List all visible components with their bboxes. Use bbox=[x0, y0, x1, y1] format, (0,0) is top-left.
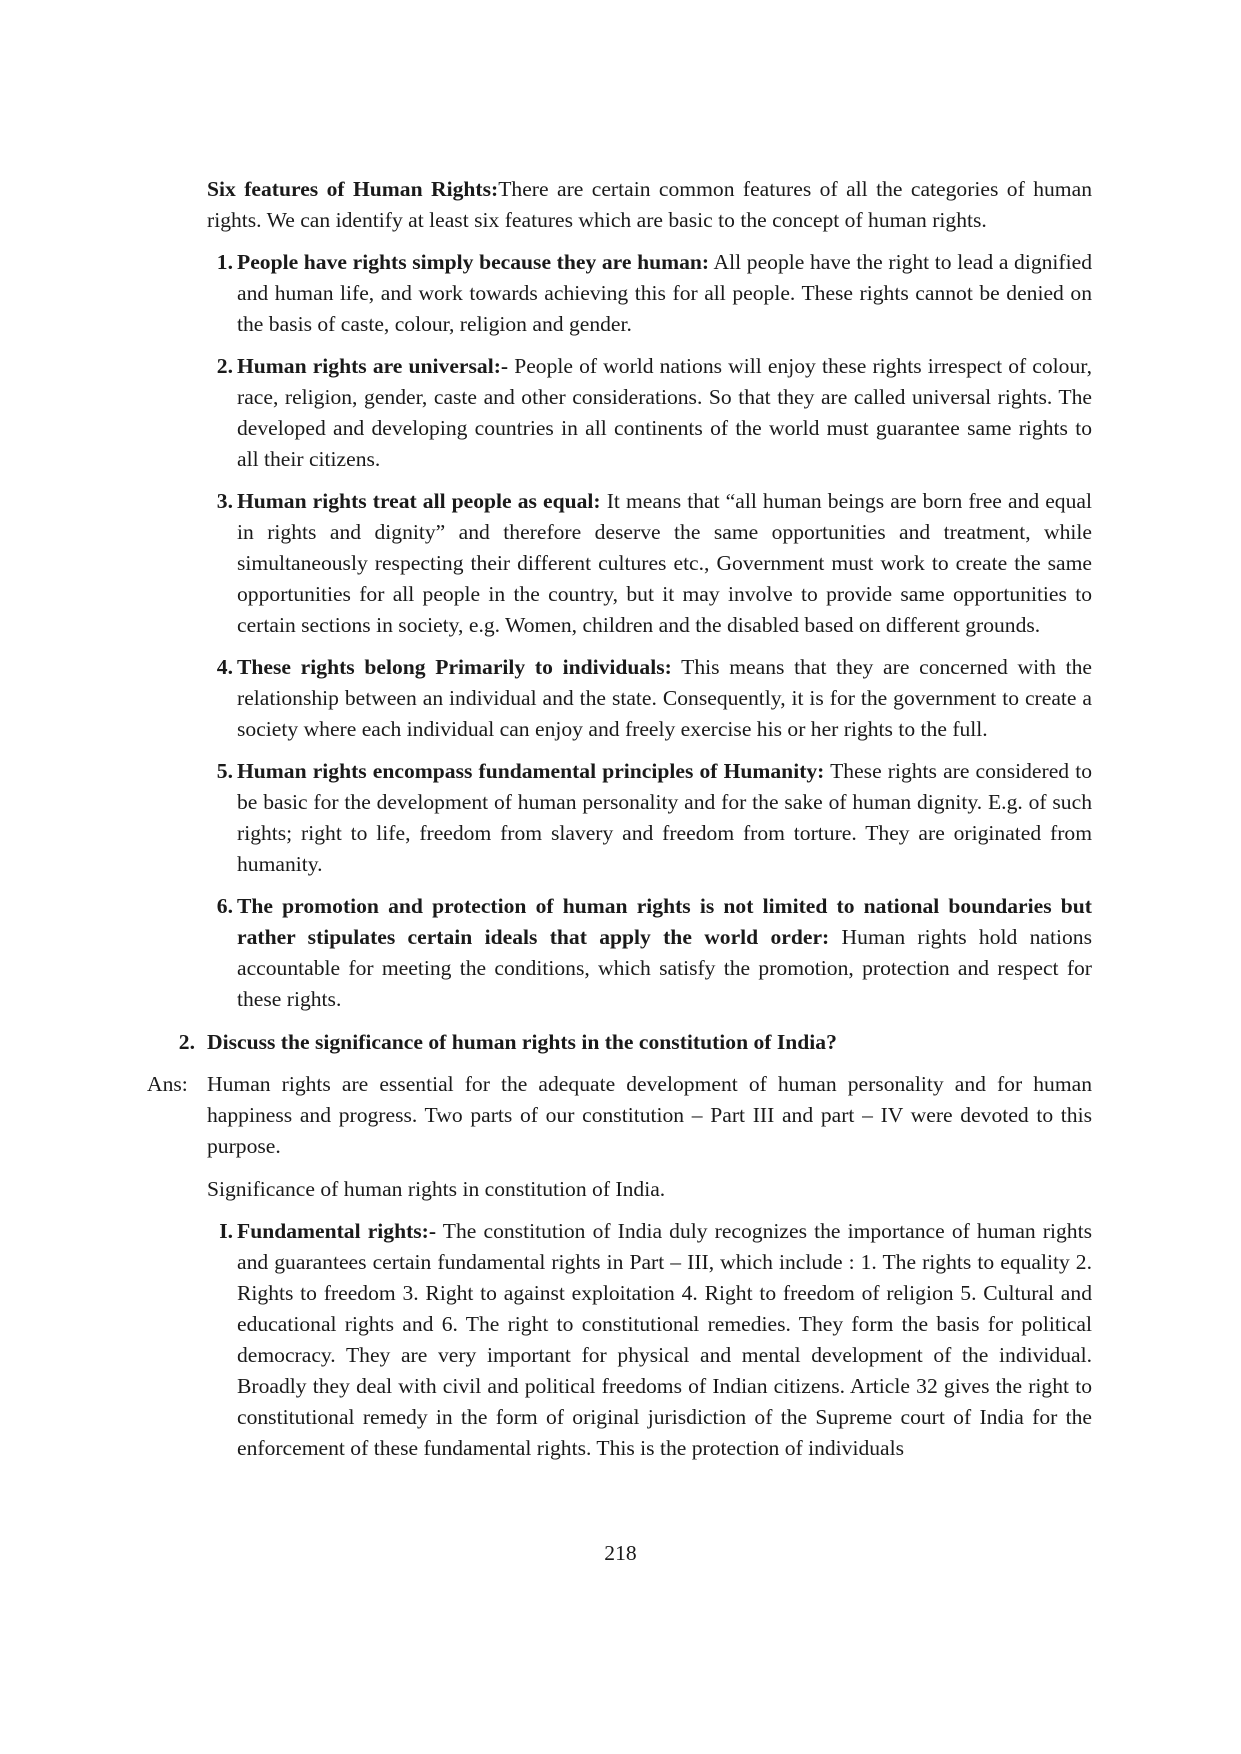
feature-title: Human rights are universal:- bbox=[237, 354, 509, 378]
feature-body bbox=[237, 756, 1092, 880]
feature-number: 2. bbox=[216, 354, 233, 378]
answer-block bbox=[147, 1069, 1092, 1162]
feature-title: The promotion and protection of human rights is not limited to national boundaries but rather stipulates certain ideals that apply the world order: bbox=[237, 894, 1092, 949]
feature-item-2 bbox=[207, 351, 1092, 475]
feature-title: Human rights encompass fundamental principles of Humanity: bbox=[237, 759, 825, 783]
feature-item-3 bbox=[207, 486, 1092, 641]
feature-body bbox=[237, 891, 1092, 1015]
question-number: 2. bbox=[178, 1030, 195, 1054]
intro-paragraph bbox=[207, 174, 1092, 236]
intro-text: There are certain common features of all the categories of human rights. We can identify at least six features which are basic to the concept of human rights. bbox=[207, 177, 1092, 232]
intro-heading: Six features of Human Rights: bbox=[207, 177, 499, 201]
feature-title: People have rights simply because they are human: bbox=[237, 250, 710, 274]
question-text: Discuss the significance of human rights in the constitution of India? bbox=[207, 1030, 837, 1054]
feature-number: 5. bbox=[216, 759, 233, 783]
feature-text: People of world nations will enjoy these rights irrespect of colour, race, religion, gender, caste and other considerations. So that they are called universal rights. The developed and developing countries in all continents of the world must guarantee same rights to all their citizens. bbox=[237, 354, 1093, 471]
point-text: The constitution of India duly recognizes the importance of human rights and guarantees certain fundamental rights in Part – III, which include : 1. The rights to equality 2. Rights to freedom 3. Right to against exploitation 4. Right to freedom of religion 5. Cultural and educational rights and 6. The right to constitutional remedies. They form the basis for political democracy. They are very important for physical and mental development of the individual. Broadly they deal with civil and political freedoms of Indian citizens. Article 32 gives the right to constitutional remedy in the form of original jurisdiction of the Supreme court of India for the enforcement of these fundamental rights. This is the protection of individuals bbox=[237, 1219, 1092, 1460]
page-content bbox=[147, 174, 1093, 1464]
point-title: Fundamental rights:- bbox=[237, 1219, 437, 1243]
answer-label: Ans: bbox=[147, 1072, 188, 1096]
feature-item-1 bbox=[207, 247, 1092, 340]
point-number: I. bbox=[219, 1219, 233, 1243]
feature-body bbox=[237, 652, 1092, 745]
answer-text: Human rights are essential for the adequate development of human personality and for human happiness and progress. Two parts of our constitution – Part III and part – IV were devoted to this purpose. bbox=[207, 1072, 1092, 1158]
feature-text: It means that “all human beings are born free and equal in rights and dignity” and therefore deserve the same opportunities and treatment, while simultaneously respecting their different cultures etc., Government must work to create the same opportunities for all people in the country, but it may involve to provide same opportunities to certain sections in society, e.g. Women, children and the disabled based on different grounds. bbox=[237, 489, 1092, 637]
feature-number: 4. bbox=[216, 655, 233, 679]
feature-body bbox=[237, 486, 1092, 641]
question-heading bbox=[169, 1027, 1092, 1058]
feature-text: This means that they are concerned with the relationship between an individual and the state. Consequently, it is for the government to create a society where each individual can enjoy and freely exercise his or her rights to the full. bbox=[237, 655, 1092, 741]
feature-body bbox=[237, 351, 1092, 475]
feature-body bbox=[237, 247, 1092, 340]
feature-number: 1. bbox=[216, 250, 233, 274]
feature-text: These rights are considered to be basic for the development of human personality and for the sake of human dignity. E.g. of such rights; right to life, freedom from slavery and freedom from torture. They are originated from humanity. bbox=[237, 759, 1092, 876]
feature-title: Human rights treat all people as equal: bbox=[237, 489, 601, 513]
point-item-1 bbox=[207, 1216, 1092, 1464]
feature-item-6 bbox=[207, 891, 1092, 1015]
page-number: 218 bbox=[604, 1541, 637, 1565]
feature-number: 3. bbox=[216, 489, 233, 513]
feature-item-5 bbox=[207, 756, 1092, 880]
feature-number: 6. bbox=[216, 894, 233, 918]
feature-title: These rights belong Primarily to individuals: bbox=[237, 655, 672, 679]
feature-text: All people have the right to lead a dignified and human life, and work towards achieving this for all people. These rights cannot be denied on the basis of caste, colour, religion and gender. bbox=[237, 250, 1092, 336]
feature-text: Human rights hold nations accountable for meeting the conditions, which satisfy the promotion, protection and respect for these rights. bbox=[237, 925, 1092, 1011]
subheading: Significance of human rights in constitution of India. bbox=[207, 1177, 666, 1201]
feature-item-4 bbox=[207, 652, 1092, 745]
point-body bbox=[237, 1216, 1092, 1464]
